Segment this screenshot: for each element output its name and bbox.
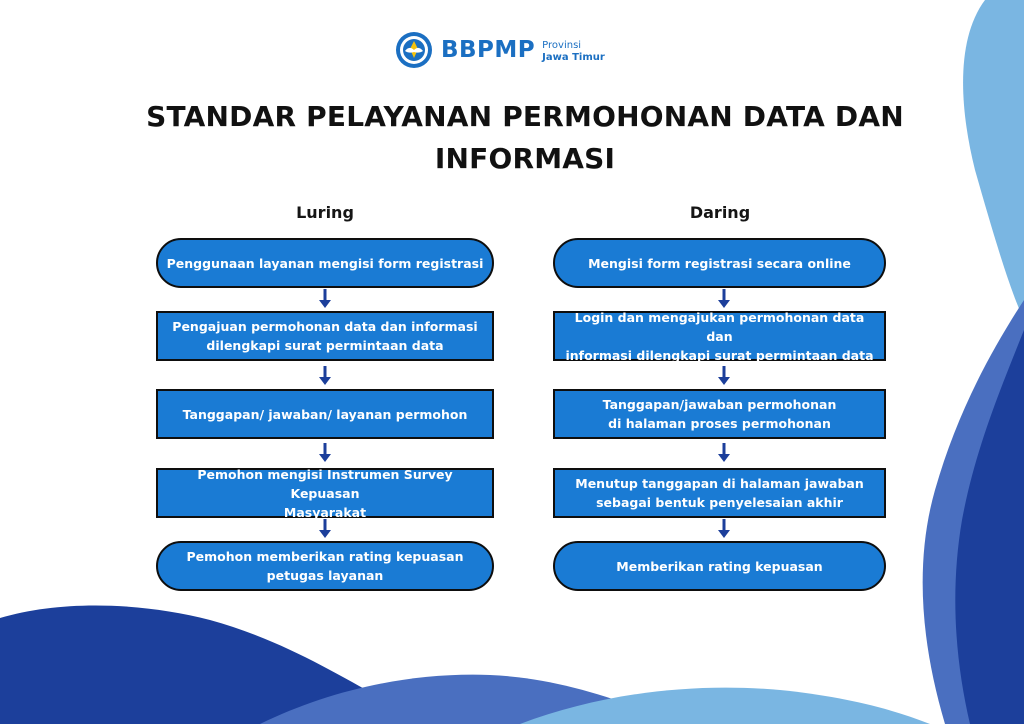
arrow-down-icon — [319, 289, 331, 309]
luring-step-3 — [156, 389, 494, 439]
daring-step-2 — [553, 311, 886, 361]
logo-subtitle — [542, 40, 605, 64]
daring-step-3-line2: di halaman proses permohonan — [608, 416, 831, 431]
daring-step-4-line1: Menutup tanggapan di halaman jawaban — [575, 476, 864, 491]
logo-name: BBPMP — [441, 37, 536, 63]
luring-step-5 — [156, 541, 494, 591]
arrow-down-icon — [718, 519, 730, 539]
luring-step-2-line1: Pengajuan permohonan data dan informasi — [172, 319, 478, 334]
daring-step-1 — [553, 238, 886, 288]
tut-wuri-handayani-icon — [395, 31, 433, 69]
arrow-down-icon — [319, 366, 331, 386]
daring-step-5-line1: Memberikan rating kepuasan — [616, 558, 823, 574]
luring-step-1-line1: Penggunaan layanan mengisi form registrasi — [166, 255, 484, 271]
luring-step-5-line1: Pemohon memberikan rating kepuasan — [186, 549, 464, 564]
arrow-down-icon — [718, 289, 730, 309]
arrow-down-icon — [718, 366, 730, 386]
luring-step-4-line1: Pemohon mengisi Instrumen Survey Kepuasan — [197, 466, 453, 501]
page-title — [100, 96, 950, 180]
wave-right-light — [963, 0, 1024, 320]
arrow-down-icon — [319, 443, 331, 463]
daring-step-3 — [553, 389, 886, 439]
daring-step-2-line2: informasi dilengkapi surat permintaan data — [565, 347, 874, 363]
arrow-down-icon — [718, 443, 730, 463]
title-line2: INFORMASI — [434, 142, 616, 175]
daring-step-1-line1: Mengisi form registrasi secara online — [588, 255, 851, 271]
daring-step-4-line2: sebagai bentuk penyelesaian akhir — [596, 495, 843, 510]
title-line1: STANDAR PELAYANAN PERMOHONAN DATA DAN — [146, 100, 904, 133]
logo — [395, 30, 605, 70]
daring-step-4 — [553, 468, 886, 518]
arrow-down-icon — [319, 519, 331, 539]
daring-step-3-line1: Tanggapan/jawaban permohonan — [602, 397, 837, 412]
logo-sub-line2: Jawa Timur — [542, 51, 605, 63]
daring-heading: Daring — [689, 203, 751, 222]
luring-step-5-line2: petugas layanan — [266, 568, 384, 583]
luring-step-4 — [156, 468, 494, 518]
luring-step-3-line1: Tanggapan/ jawaban/ layanan permohon — [182, 406, 468, 422]
logo-sub-line1: Provinsi — [542, 39, 582, 51]
luring-step-4-line2: Masyarakat — [283, 504, 367, 520]
daring-step-2-line1: Login dan mengajukan permohonan data dan — [574, 309, 865, 344]
luring-step-1 — [156, 238, 494, 288]
daring-step-5 — [553, 541, 886, 591]
luring-step-2 — [156, 311, 494, 361]
luring-heading: Luring — [296, 203, 354, 222]
luring-step-2-line2: dilengkapi surat permintaan data — [206, 338, 444, 353]
